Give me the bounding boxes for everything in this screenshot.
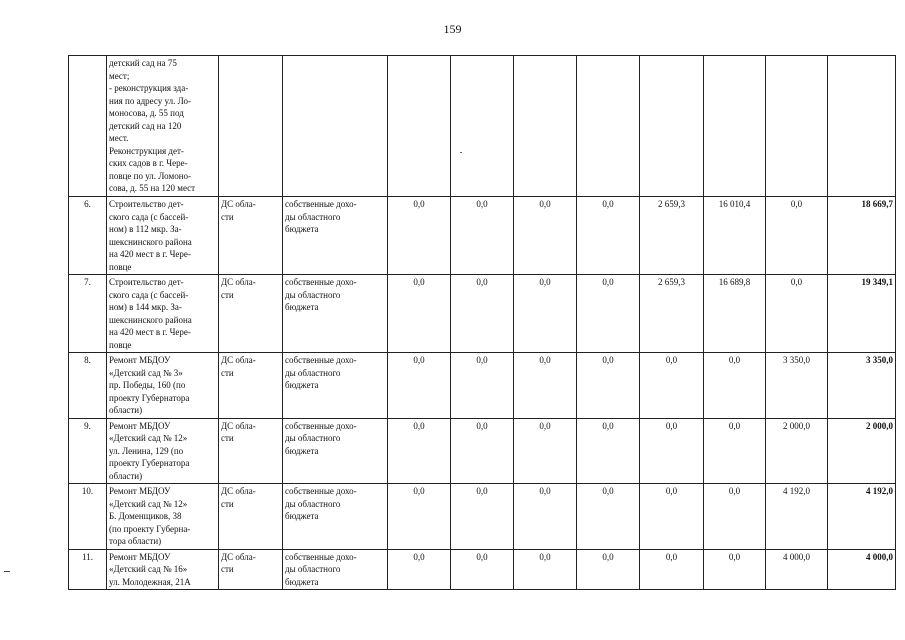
value-cell: 0,0 (514, 484, 577, 550)
table-row (69, 418, 896, 484)
value-cell: 0,0 (388, 484, 451, 550)
total-cell: 4 192,0 (828, 484, 896, 550)
row-number: 7. (69, 275, 107, 353)
total-cell: 2 000,0 (828, 418, 896, 484)
row-description: Ремонт МБДОУ «Детский сад № 3» пр. Победы, 160 (по проекту Губернатора области) (107, 353, 219, 419)
total-cell: 4 000,0 (828, 549, 896, 590)
value-cell: 0,0 (388, 197, 451, 275)
value-cell: 2 659,3 (640, 275, 704, 353)
value-cell: 0,0 (577, 275, 640, 353)
row-number (69, 56, 107, 197)
value-cell: 0,0 (514, 275, 577, 353)
continuation-row (69, 56, 896, 197)
table-row (69, 197, 896, 275)
row-type: ДС обла- сти (219, 484, 283, 550)
row-source: собственные дохо- ды областного бюджета (283, 197, 388, 275)
value-cell: 0,0 (640, 353, 704, 419)
row-source: собственные дохо- ды областного бюджета (283, 353, 388, 419)
row-description: Ремонт МБДОУ «Детский сад № 12» ул. Ленина, 129 (по проекту Губернатора области) (107, 418, 219, 484)
value-cell: 0,0 (704, 549, 766, 590)
budget-table (68, 55, 896, 590)
row-source: собственные дохо- ды областного бюджета (283, 418, 388, 484)
row-number: 9. (69, 418, 107, 484)
value-cell: 0,0 (704, 418, 766, 484)
value-cell: 0,0 (640, 549, 704, 590)
value-cell: 0,0 (451, 484, 514, 550)
value-cell: 2 000,0 (766, 418, 828, 484)
row-type: ДС обла- сти (219, 275, 283, 353)
row-number: 8. (69, 353, 107, 419)
row-type: ДС обла- сти (219, 549, 283, 590)
row-source: собственные дохо- ды областного бюджета (283, 275, 388, 353)
margin-mark (4, 571, 10, 572)
row-source: собственные дохо- ды областного бюджета (283, 549, 388, 590)
row-type: ДС обла- сти (219, 197, 283, 275)
row-description: Строительство дет- ского сада (с бассей- ном) в 144 мкр. За- шекснинского района на 420 мест в г. Чере- повце (107, 275, 219, 353)
value-cell: 16 010,4 (704, 197, 766, 275)
page-number: 159 (443, 22, 462, 36)
row-description: Ремонт МБДОУ «Детский сад № 16» ул. Молодежная, 21А (107, 549, 219, 590)
value-cell: 4 192,0 (766, 484, 828, 550)
value-cell: 4 000,0 (766, 549, 828, 590)
value-cell: 0,0 (451, 197, 514, 275)
row-type: ДС обла- сти (219, 418, 283, 484)
value-cell: 0,0 (577, 197, 640, 275)
value-cell: 0,0 (388, 418, 451, 484)
value-cell: 0,0 (577, 484, 640, 550)
value-cell: 0,0 (514, 418, 577, 484)
row-number: 10. (69, 484, 107, 550)
value-cell: 0,0 (388, 353, 451, 419)
row-description: детский сад на 75 мест; - реконструкция зда- ния по адресу ул. Ло- моносова, д. 55 под детский сад на 120 мест. Реконструкция дет- ских садов в г. Чере- повце по ул. Ломоно- сова, д. 55 на 120 мест (107, 56, 219, 197)
value-cell: 0,0 (577, 549, 640, 590)
scan-speck (460, 152, 462, 153)
value-cell: 2 659,3 (640, 197, 704, 275)
value-cell: 0,0 (704, 353, 766, 419)
value-cell: 0,0 (514, 353, 577, 419)
value-cell: 3 350,0 (766, 353, 828, 419)
row-number: 6. (69, 197, 107, 275)
value-cell: 0,0 (388, 549, 451, 590)
row-description: Ремонт МБДОУ «Детский сад № 12» Б. Доменщиков, 38 (по проекту Губерна- тора области) (107, 484, 219, 550)
value-cell: 0,0 (514, 549, 577, 590)
table-row (69, 484, 896, 550)
row-description: Строительство дет- ского сада (с бассей- ном) в 112 мкр. За- шекснинского района на 420 мест в г. Чере- повце (107, 197, 219, 275)
value-cell: 0,0 (388, 275, 451, 353)
table-row (69, 549, 896, 590)
row-type: ДС обла- сти (219, 353, 283, 419)
value-cell: 0,0 (577, 353, 640, 419)
value-cell: 0,0 (451, 549, 514, 590)
value-cell: 0,0 (640, 418, 704, 484)
table-row (69, 353, 896, 419)
value-cell: 0,0 (451, 275, 514, 353)
row-source: собственные дохо- ды областного бюджета (283, 484, 388, 550)
value-cell: 0,0 (766, 197, 828, 275)
value-cell: 0,0 (514, 197, 577, 275)
value-cell: 0,0 (704, 484, 766, 550)
total-cell: 3 350,0 (828, 353, 896, 419)
value-cell: 0,0 (451, 353, 514, 419)
value-cell: 0,0 (766, 275, 828, 353)
value-cell: 0,0 (577, 418, 640, 484)
value-cell: 16 689,8 (704, 275, 766, 353)
total-cell: 18 669,7 (828, 197, 896, 275)
value-cell: 0,0 (451, 418, 514, 484)
row-number: 11. (69, 549, 107, 590)
total-cell: 19 349,1 (828, 275, 896, 353)
table-row (69, 275, 896, 353)
value-cell: 0,0 (640, 484, 704, 550)
